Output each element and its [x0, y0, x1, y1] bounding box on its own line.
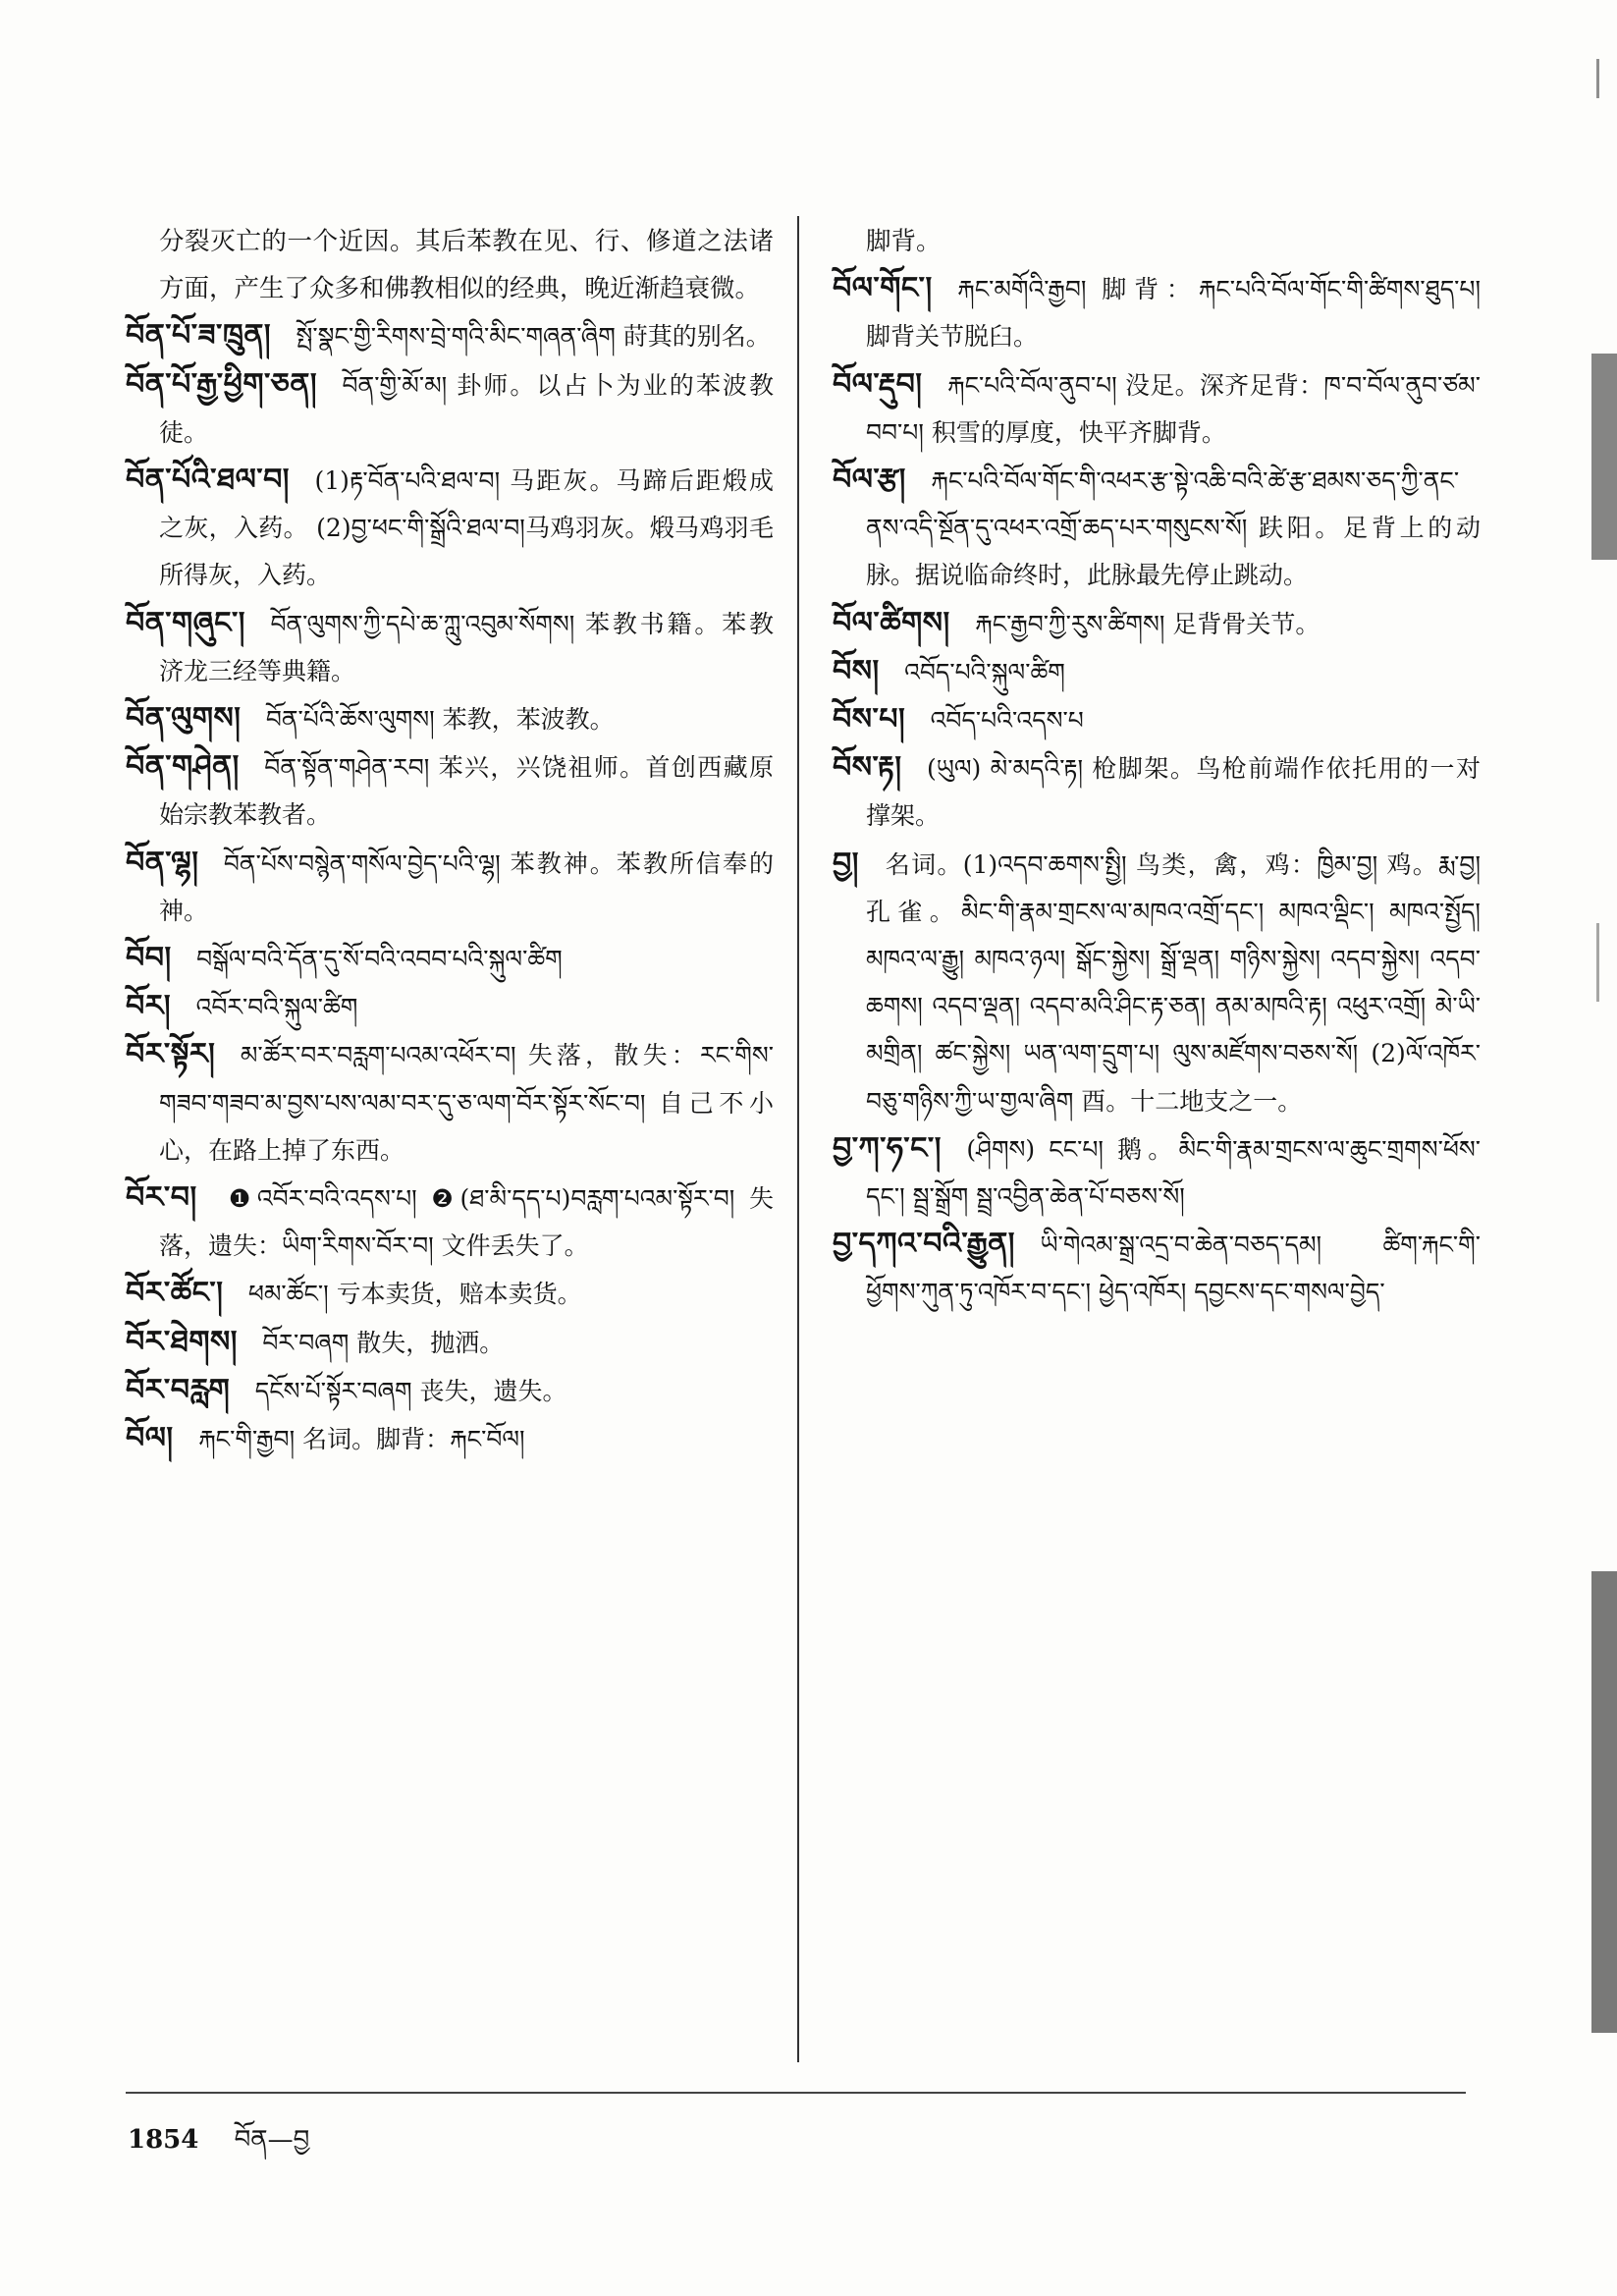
entry-definition: བོན་སྟོན་གཤེན་རབ། 苯兴，兴饶祖师。首创西藏原始宗教苯教者。: [159, 753, 774, 830]
entry-definition: འབོད་པའི་སྐུལ་ཚིག: [904, 657, 1065, 686]
dictionary-entry: [833, 696, 1481, 744]
entry-headword: བྱ་དཀའ་བའི་རྒྱུན།: [833, 1227, 1015, 1262]
dictionary-entry: [126, 1415, 774, 1463]
entry-headword: བོས་རྟ།: [833, 750, 902, 786]
entry-definition: 名词。(1)འདབ་ཆགས་སྤྱི། 鸟类，禽，鸡：ཁྱིམ་བྱ། 鸡。རྨ་བྱ། 孔雀。མིང་གི་རྣམ་གྲངས་ལ་མཁའ་འགྲོ་དང་། མཁའ་ལྡིང་། མཁའ་སྤྱོད། མཁའ་ལ་རྒྱུ། མཁའ་ཉལ། སྒོང་སྐྱེས། སྒྲོ་ལྡན། གཉིས་སྐྱེས། འདབ་སྐྱེས། འདབ་ཆགས། འདབ་ལྡན། འདབ་མའི་ཤིང་རྟ་ཅན། ནམ་མཁའི་རྟ། འཕུར་འགྲོ། མེ་ཡི་མགྲིན། ཚང་སྐྱེས། ཡན་ལག་དྲུག་པ། ལུས་མཛོགས་བཅས་སོ། (2)ལོ་འཁོར་བཅུ་གཉིས་ཀྱི་ཡ་གྱལ་ཞིག 酉。十二地支之一。: [866, 849, 1481, 1116]
column-divider: [797, 216, 799, 2062]
entry-definition: རྐང་པའི་བོལ་ནུབ་པ། 没足。深齐足背：ཁ་བ་བོལ་ནུབ་ཙམ་བབ་པ། 积雪的厚度，快平齐脚背。: [866, 370, 1481, 447]
entry-headword: བོན་པོའི་ཐལ་བ།: [126, 463, 290, 498]
left-column: [126, 218, 774, 1463]
entry-headword: བོལ།: [126, 1421, 174, 1456]
entry-definition: བོན་པོའི་ཆོས་ལུགས། 苯教，苯波教。: [265, 705, 615, 735]
footer-rule: [126, 2092, 1466, 2094]
dictionary-entry: [126, 840, 774, 935]
entry-headword: བོན་པོ་རྒྱ་ཕྱིག་ཅན།: [126, 366, 317, 402]
entry-definition: འབོད་པའི་འདས་པ: [930, 706, 1084, 736]
dictionary-entry: [126, 695, 774, 743]
scan-edge-mark: [1591, 1571, 1617, 2033]
entry-headword: བྱ།: [833, 846, 859, 881]
right-column: [833, 218, 1481, 1317]
entry-headword: བོལ་རྡུབ།: [833, 366, 923, 402]
entry-headword: བོན་ལྷ།: [126, 845, 199, 880]
entry-definition: མ་ཚོར་བར་བརླག་པའམ་འཕོར་བ། 失落，散失：རང་གིས་གཟབ་གཟབ་མ་བྱས་པས་ལམ་བར་དུ་ཅ་ལག་བོར་སྟོར་སོང་བ། 自己不小心，在路上掉了东西。: [159, 1041, 774, 1165]
entry-definition: ཕམ་ཚོང་། 亏本卖货，赔本卖货。: [247, 1280, 582, 1309]
dictionary-entry: [126, 457, 774, 600]
dictionary-entry: [126, 983, 774, 1031]
entry-definition: ཡི་གེའམ་སྒྲ་འདྲ་བ་ཆེན་བཅད་དམ། ཚིག་རྐང་གི་ཕྱོགས་ཀུན་ཏུ་འཁོར་བ་དང་། ཕྱེད་འཁོར། དབྱངས་དང་གསལ་བྱེད་: [866, 1230, 1481, 1307]
scan-edge-mark: [1596, 923, 1599, 1002]
entry-headword: བོར་བརླག: [126, 1372, 231, 1407]
dictionary-entry: [833, 648, 1481, 696]
entry-headword: བོལ་གོང་།: [833, 271, 933, 306]
dictionary-entry: [833, 841, 1481, 1125]
entry-headword: བོར་སྟོར།: [126, 1037, 216, 1072]
entry-headword: བོར་བ།: [126, 1180, 197, 1216]
scan-edge-mark: [1596, 59, 1599, 98]
dictionary-entry: [126, 361, 774, 457]
entry-definition: བསྒོལ་བའི་དོན་དུ་སོ་བའི་འབབ་པའི་སྐུལ་ཚིག: [196, 945, 563, 974]
page-footer: [128, 2111, 309, 2183]
entry-headword: བོབ།: [126, 941, 172, 976]
entry-definition: བོན་པོས་བསྙེན་གསོལ་བྱེད་པའི་ལྷ། 苯教神。苯教所信奉的神。: [159, 848, 774, 925]
entry-definition: (ཤིགས) ངང་པ། 鹅。མིང་གི་རྣམ་གྲངས་ལ་ཆུང་གྲགས་ཕོས་དང་། སྦྲ་སྒྲོག སྦྲ་འབྱིན་ཆེན་པོ་བཅས་སོ།: [866, 1134, 1481, 1212]
entry-definition: བོན་གྱི་མོ་མ། 卦师。以占卜为业的苯波教徒。: [159, 370, 774, 447]
entry-headword: བོན་པོ་ཟ་ཁྲུན།: [126, 318, 272, 354]
entry-definition: (1)རྟ་བོན་པའི་ཐལ་བ། 马距灰。马蹄后距煅成之灰，入药。 (2)བྱ་ཕང་གི་སྒྲོའི་ཐལ་བ།马鸡羽灰。煅马鸡羽毛所得灰，入药。: [159, 466, 774, 590]
dictionary-entry: [833, 361, 1481, 457]
dictionary-entry: [833, 457, 1481, 600]
dictionary-entry: [833, 744, 1481, 840]
dictionary-entry: [126, 600, 774, 695]
entry-definition: རྐང་པའི་བོལ་གོང་གི་འཕར་རྩ་སྟེ་འཆི་བའི་ཚེ་རྩ་ཐམས་ཅད་ཀྱི་ནང་ནས་འདི་སྔོན་དུ་འཕར་འགྲོ་ཆད་པར་གསུངས་སོ། 趺阳。足背上的动脉。据说临命终时，此脉最先停止跳动。: [866, 466, 1481, 590]
dictionary-entry: [833, 1125, 1481, 1221]
dictionary-entry: [833, 600, 1481, 648]
dictionary-entry: [833, 1221, 1481, 1316]
entry-headword: བོན་གཞུང་།: [126, 605, 245, 640]
scan-edge-mark: [1591, 354, 1617, 560]
entry-definition: ❶འབོར་བའི་འདས་པ། ❷(ཐ་མི་དད་པ)བརླག་པའམ་སྟོར་བ། 失落，遗失：ཡིག་རིགས་བོར་བ། 文件丢失了。: [159, 1184, 774, 1261]
entry-definition: འབོར་བའི་སྐུལ་ཚིག: [195, 993, 358, 1022]
entry-definition: སྤོ་སྣང་གྱི་རིགས་བྲེ་གའི་མིང་གཞན་ཞིག 莳萁的别名。: [296, 322, 771, 352]
entry-headword: བོལ་ཚིགས།: [833, 605, 950, 640]
entry-continuation: [833, 218, 1481, 265]
dictionary-entry: [126, 1367, 774, 1415]
dictionary-entry: [126, 935, 774, 983]
page-number: 1854: [128, 2125, 199, 2155]
dictionary-entry: [126, 743, 774, 839]
dictionary-entry: [126, 1031, 774, 1175]
entry-headword: བོས་པ།: [833, 702, 906, 738]
dictionary-entry: [126, 1319, 774, 1367]
entry-headword: བྱ་ཀ་ཧ་ང་།: [833, 1130, 942, 1166]
dictionary-entry: [126, 312, 774, 360]
entry-definition: བོར་བཞག 散失，抛洒。: [262, 1328, 505, 1357]
entry-continuation: [126, 218, 774, 312]
dictionary-entry: [126, 1175, 774, 1270]
entry-definition: དངོས་པོ་སྟོར་བཞག 丧失，遗失。: [254, 1376, 567, 1405]
entry-definition: (ཡུལ) མེ་མདའི་རྟ། 枪脚架。鸟枪前端作依托用的一对撑架。: [866, 754, 1481, 831]
entry-headword: བོར་ཚོང་།: [126, 1276, 224, 1311]
entry-headword: བོན་གཤེན།: [126, 749, 240, 785]
entry-text: 脚背。: [866, 227, 942, 256]
entry-headword: བོལ་རྩ།: [833, 463, 906, 498]
entry-definition: བོན་ལུགས་ཀྱི་དཔེ་ཆ་ཀླུ་འབུམ་སོགས། 苯教书籍。苯教济龙三经等典籍。: [159, 609, 774, 685]
page-range: བོན—བྱ: [234, 2125, 310, 2155]
dictionary-entry: [833, 265, 1481, 360]
entry-text: 分裂灭亡的一个近因。其后苯教在见、行、修道之法诸方面，产生了众多和佛教相似的经典，晚近渐趋衰微。: [159, 227, 774, 304]
dictionary-entry: [126, 1270, 774, 1318]
entry-definition: རྐང་གི་རྒྱབ། 名词。脚背：རྐང་བོལ།: [198, 1425, 525, 1454]
entry-headword: བོར་ཐེགས།: [126, 1324, 238, 1359]
entry-headword: བོར།: [126, 989, 172, 1024]
entry-headword: བོས།: [833, 653, 880, 688]
entry-definition: རྐང་རྒྱབ་ཀྱི་རུས་ཚིགས། 足背骨关节。: [975, 609, 1321, 638]
entry-headword: བོན་ལུགས།: [126, 701, 242, 737]
entry-definition: རྐང་མགོའི་རྒྱབ། 脚背：རྐང་པའི་བོལ་གོང་གི་ཚིགས་ཐུད་པ། 脚背关节脱臼。: [866, 275, 1481, 352]
